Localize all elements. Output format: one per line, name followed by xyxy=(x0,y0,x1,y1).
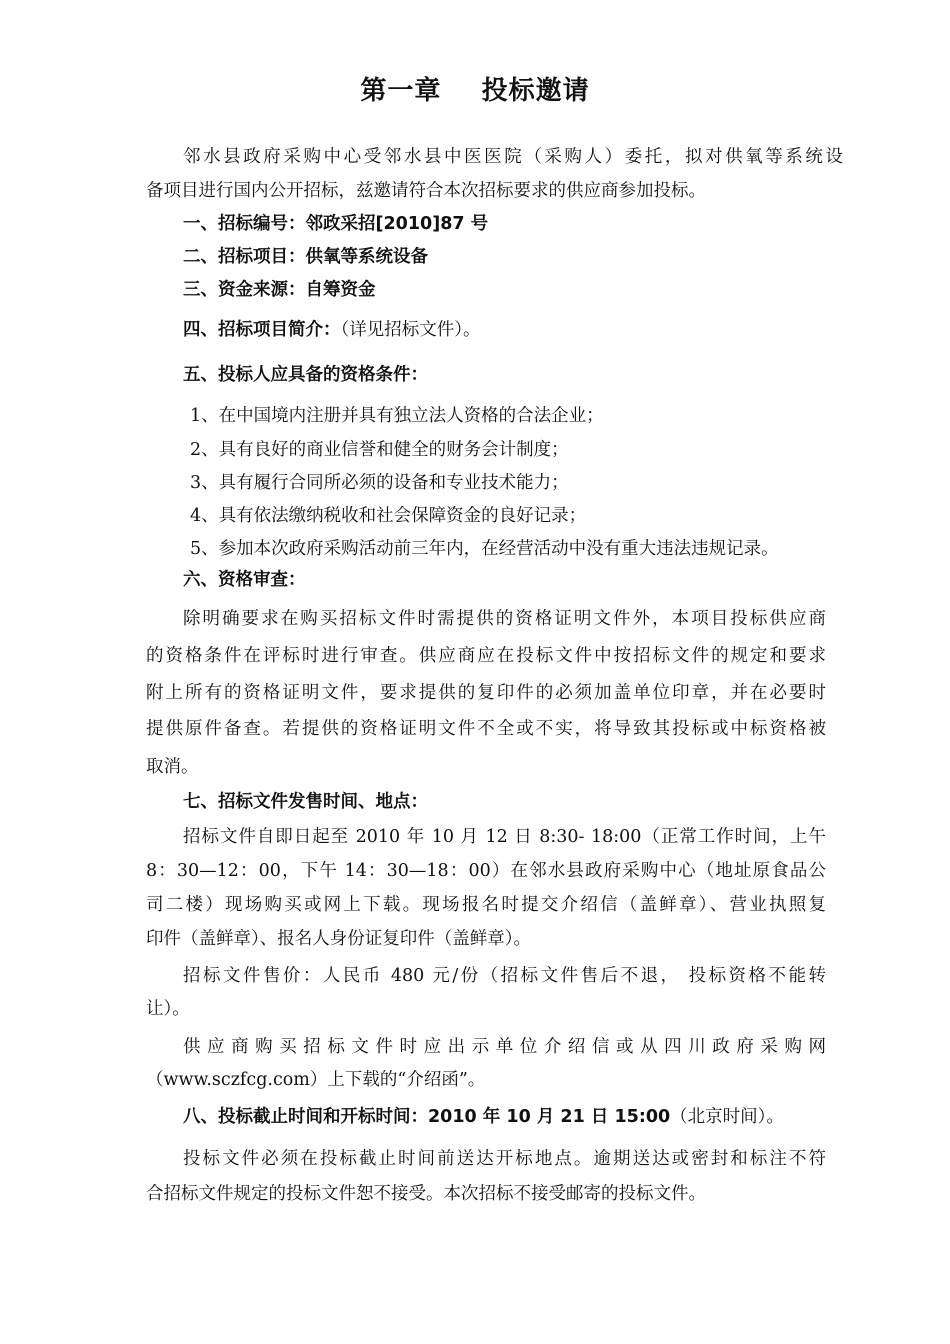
section-7-p3-line-1: 供应商购买招标文件时应出示单位介绍信或从四川政府采购网 xyxy=(183,1037,826,1057)
section-6-line-4: 提供原件备查。若提供的资格证明文件不全或不实，将导致其投标或中标资格被 xyxy=(146,719,826,739)
section-6-line-5: 取消。 xyxy=(146,757,199,777)
section-6-line-3: 附上所有的资格证明文件，要求提供的复印件的必须加盖单位印章，并在必要时 xyxy=(146,683,826,703)
qualification-item-2: 2、具有良好的商业信誉和健全的财务会计制度； xyxy=(190,440,569,460)
section-7-p2-line-1: 招标文件售价：人民币 480 元/份（招标文件售后不退， 投标资格不能转 xyxy=(183,966,826,986)
section-2-tender-project: 二、招标项目：供氧等系统设备 xyxy=(183,247,428,267)
section-7-p2-line-2: 让）。 xyxy=(146,999,190,1019)
chapter-title: 第一章 投标邀请 xyxy=(360,76,590,106)
section-6-heading: 六、资格审查： xyxy=(183,570,306,590)
section-8-para-line-1: 投标文件必须在投标截止时间前送达开标地点。逾期送达或密封和标注不符 xyxy=(183,1149,826,1169)
section-5-heading: 五、投标人应具备的资格条件： xyxy=(183,365,428,385)
qualification-item-1: 1、在中国境内注册并具有独立法人资格的合法企业； xyxy=(190,406,604,426)
section-7-heading: 七、招标文件发售时间、地点： xyxy=(183,792,428,812)
section-4 xyxy=(183,319,843,341)
qualification-item-4: 4、具有依法缴纳税收和社会保障资金的良好记录； xyxy=(190,506,587,526)
section-8-para-line-2: 合招标文件规定的投标文件恕不接受。本次招标不接受邮寄的投标文件。 xyxy=(146,1184,706,1204)
intro-line-2: 备项目进行国内公开招标，兹邀请符合本次招标要求的供应商参加投标。 xyxy=(146,181,706,201)
section-8 xyxy=(183,1106,843,1128)
section-7-p1-line-1: 招标文件自即日起至 2010 年 10 月 12 日 8:30- 18:00（正常工作时间，上午 xyxy=(183,827,826,847)
qualification-item-3: 3、具有履行合同所必须的设备和专业技术能力； xyxy=(190,473,569,493)
section-6-line-2: 的资格条件在评标时进行审查。供应商应在投标文件中按招标文件的规定和要求 xyxy=(146,646,826,666)
section-8-text: （北京时间）。 xyxy=(670,1107,784,1127)
intro-line-1: 邻水县政府采购中心受邻水县中医医院（采购人）委托，拟对供氧等系统设 xyxy=(183,147,843,167)
qualification-item-5: 5、参加本次政府采购活动前三年内，在经营活动中没有重大违法违规记录。 xyxy=(190,539,779,559)
section-7-p1-line-3: 司二楼）现场购买或网上下载。现场报名时提交介绍信（盖鲜章）、营业执照复 xyxy=(146,895,826,915)
section-1-tender-number: 一、招标编号：邻政采招[2010]87 号 xyxy=(183,214,489,234)
section-4-heading: 四、招标项目简介： xyxy=(183,320,341,340)
section-7-p1-line-4: 印件（盖鲜章）、报名人身份证复印件（盖鲜章）。 xyxy=(146,929,531,949)
section-7-p3-line-2: （www.sczfcg.com）上下载的“介绍函”。 xyxy=(146,1070,486,1090)
section-7-p1-line-2: 8：30—12：00，下午 14：30—18：00）在邻水县政府采购中心（地址原食品公 xyxy=(146,861,826,881)
section-6-line-1: 除明确要求在购买招标文件时需提供的资格证明文件外，本项目投标供应商 xyxy=(183,609,826,629)
section-3-fund-source: 三、资金来源：自筹资金 xyxy=(183,280,376,300)
section-8-heading: 八、投标截止时间和开标时间：2010 年 10 月 21 日 15:00 xyxy=(183,1107,671,1127)
section-4-text: （详见招标文件）。 xyxy=(340,320,481,340)
